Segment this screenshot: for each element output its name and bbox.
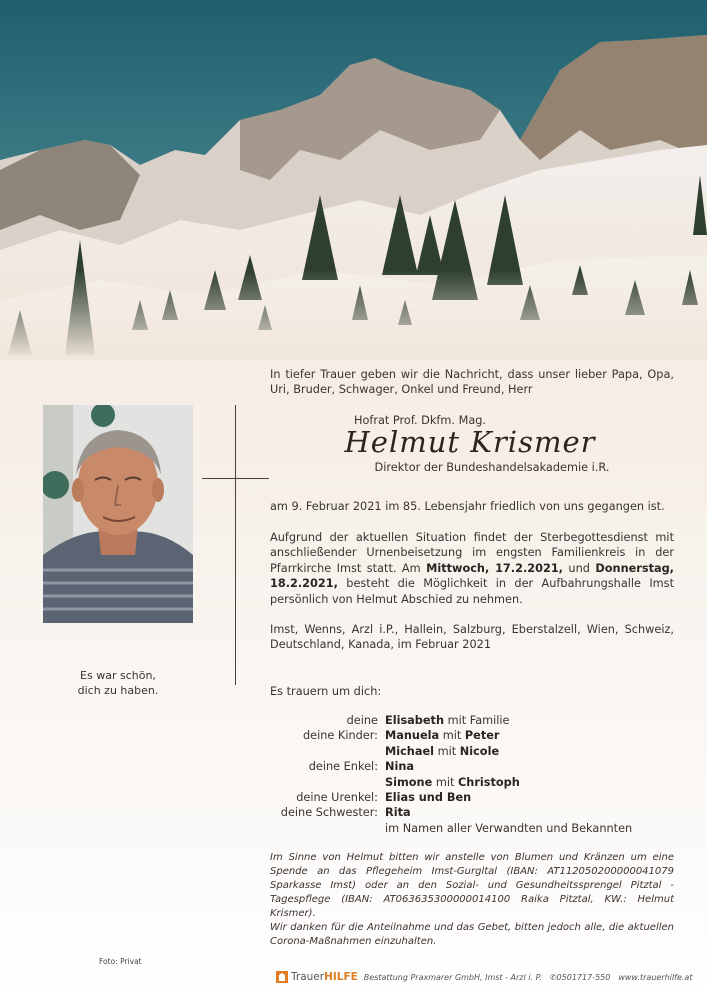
mourner-suffix: und — [414, 791, 447, 805]
cross-vertical — [235, 405, 236, 685]
mourner-name: Nina — [385, 760, 414, 774]
brand-logo — [291, 971, 358, 983]
service-day-1: Mittwoch, 17.2.2021, — [426, 561, 563, 575]
portrait-photo — [43, 405, 193, 623]
mourners-list — [270, 713, 674, 836]
relation — [270, 775, 385, 790]
mourner-name: Simone — [385, 775, 433, 789]
donation-request: Im Sinne von Helmut bitten wir anstelle von Blumen und Kränzen um eine Spende an das Pflegeheim Imst-Gurgltal (IBAN: AT112050200000041079 Sparkasse Imst) oder an den Sozial- und Gesundheitssprengel Pitztal - Tagespflege (IBAN: AT063635300000014100 Raika Pitztal, KW.: Helmut Krismer). — [270, 852, 674, 919]
mourner-name: Ben — [446, 791, 472, 805]
phone-icon: ✆0501717-550 — [549, 972, 611, 982]
trauerhilfe-logo-icon — [276, 971, 288, 983]
mourner-row — [270, 805, 674, 820]
mourner-row — [270, 775, 674, 790]
mourner-name: Elisabeth — [385, 714, 444, 727]
cross-horizontal — [202, 478, 269, 479]
mourner-row — [270, 759, 674, 774]
deceased-name: Helmut Krismer — [344, 425, 596, 459]
mourner-suffix: mit — [432, 775, 459, 789]
mourner-name: Christoph — [458, 775, 520, 789]
photo-credit: Foto: Privat — [99, 957, 142, 966]
thanks-note: Wir danken für die Anteilnahme und das Gebet, bitten jedoch alle, die aktuellen Corona-Maßnahmen einzuhalten. — [270, 922, 674, 947]
mourner-row — [270, 713, 674, 728]
intro-text: In tiefer Trauer geben wir die Nachricht, dass unser lieber Papa, Opa, Uri, Bruder, Schwager, Onkel und Freund, Herr — [270, 368, 674, 397]
funeral-company: Bestattung Praxmarer GmbH, Imst - Arzl i. P. — [363, 972, 542, 982]
mourner-suffix: mit Familie — [444, 714, 510, 727]
mourners-heading: Es trauern um dich: — [270, 685, 382, 698]
mourner-name: Manuela — [385, 729, 440, 743]
brand-part: Trauer — [291, 971, 325, 983]
relation — [270, 744, 385, 759]
mourner-name: Michael — [385, 744, 435, 758]
relation — [270, 821, 385, 836]
photo-caption — [43, 668, 193, 698]
service-text: und — [562, 561, 596, 575]
service-text: Aufgrund der aktuellen Situation findet der Sterbegottesdienst mit anschließender Urnenbeisetzung im engsten Familienkreis in der Pfarrkirche Imst statt. Am — [270, 531, 674, 575]
mourner-row — [270, 744, 674, 759]
mourner-name: Nicole — [459, 744, 500, 758]
mourner-row — [270, 728, 674, 743]
phone-number: 0501717-550 — [556, 972, 611, 982]
caption-line: dich zu haben. — [77, 684, 159, 697]
caption-line: Es war schön, — [80, 669, 156, 682]
relation: deine Urenkel: — [296, 791, 378, 805]
relation: deine Enkel: — [308, 760, 378, 774]
position-title: Direktor der Bundeshandelsakademie i.R. — [374, 461, 610, 474]
mourner-suffix: mit — [434, 744, 460, 758]
relation: deine — [346, 714, 378, 727]
death-notice: am 9. Februar 2021 im 85. Lebensjahr friedlich von uns gegangen ist. — [270, 500, 665, 513]
mountain-header-image — [0, 0, 707, 360]
places-date: Imst, Wenns, Arzl i.P., Hallein, Salzburg, Eberstalzell, Wien, Schweiz, Deutschland, Kanada, im Februar 2021 — [270, 623, 674, 652]
academic-titles: Hofrat Prof. Dkfm. Mag. — [353, 414, 487, 427]
service-day-2: Donnerstag, 18.2.2021, — [270, 561, 674, 591]
relation: deine Schwester: — [280, 806, 378, 820]
mourner-suffix: mit — [439, 729, 465, 743]
brand-part: HILFE — [324, 971, 358, 983]
relation: deine Kinder: — [302, 729, 378, 743]
footer — [276, 969, 692, 985]
service-text: besteht die Möglichkeit in der Aufbahrungshalle Imst persönlich von Helmut Abschied zu nehmen. — [270, 577, 674, 606]
service-info — [270, 530, 674, 607]
mourner-suffix: im Namen aller Verwandten und Bekannten — [385, 821, 633, 835]
mourner-name: Elias — [385, 791, 415, 805]
website-link[interactable]: www.trauerhilfe.at — [618, 972, 693, 982]
mourner-name: Peter — [464, 729, 500, 743]
mourner-row — [270, 821, 674, 836]
mourner-row — [270, 790, 674, 805]
mourner-name: Rita — [385, 806, 411, 820]
